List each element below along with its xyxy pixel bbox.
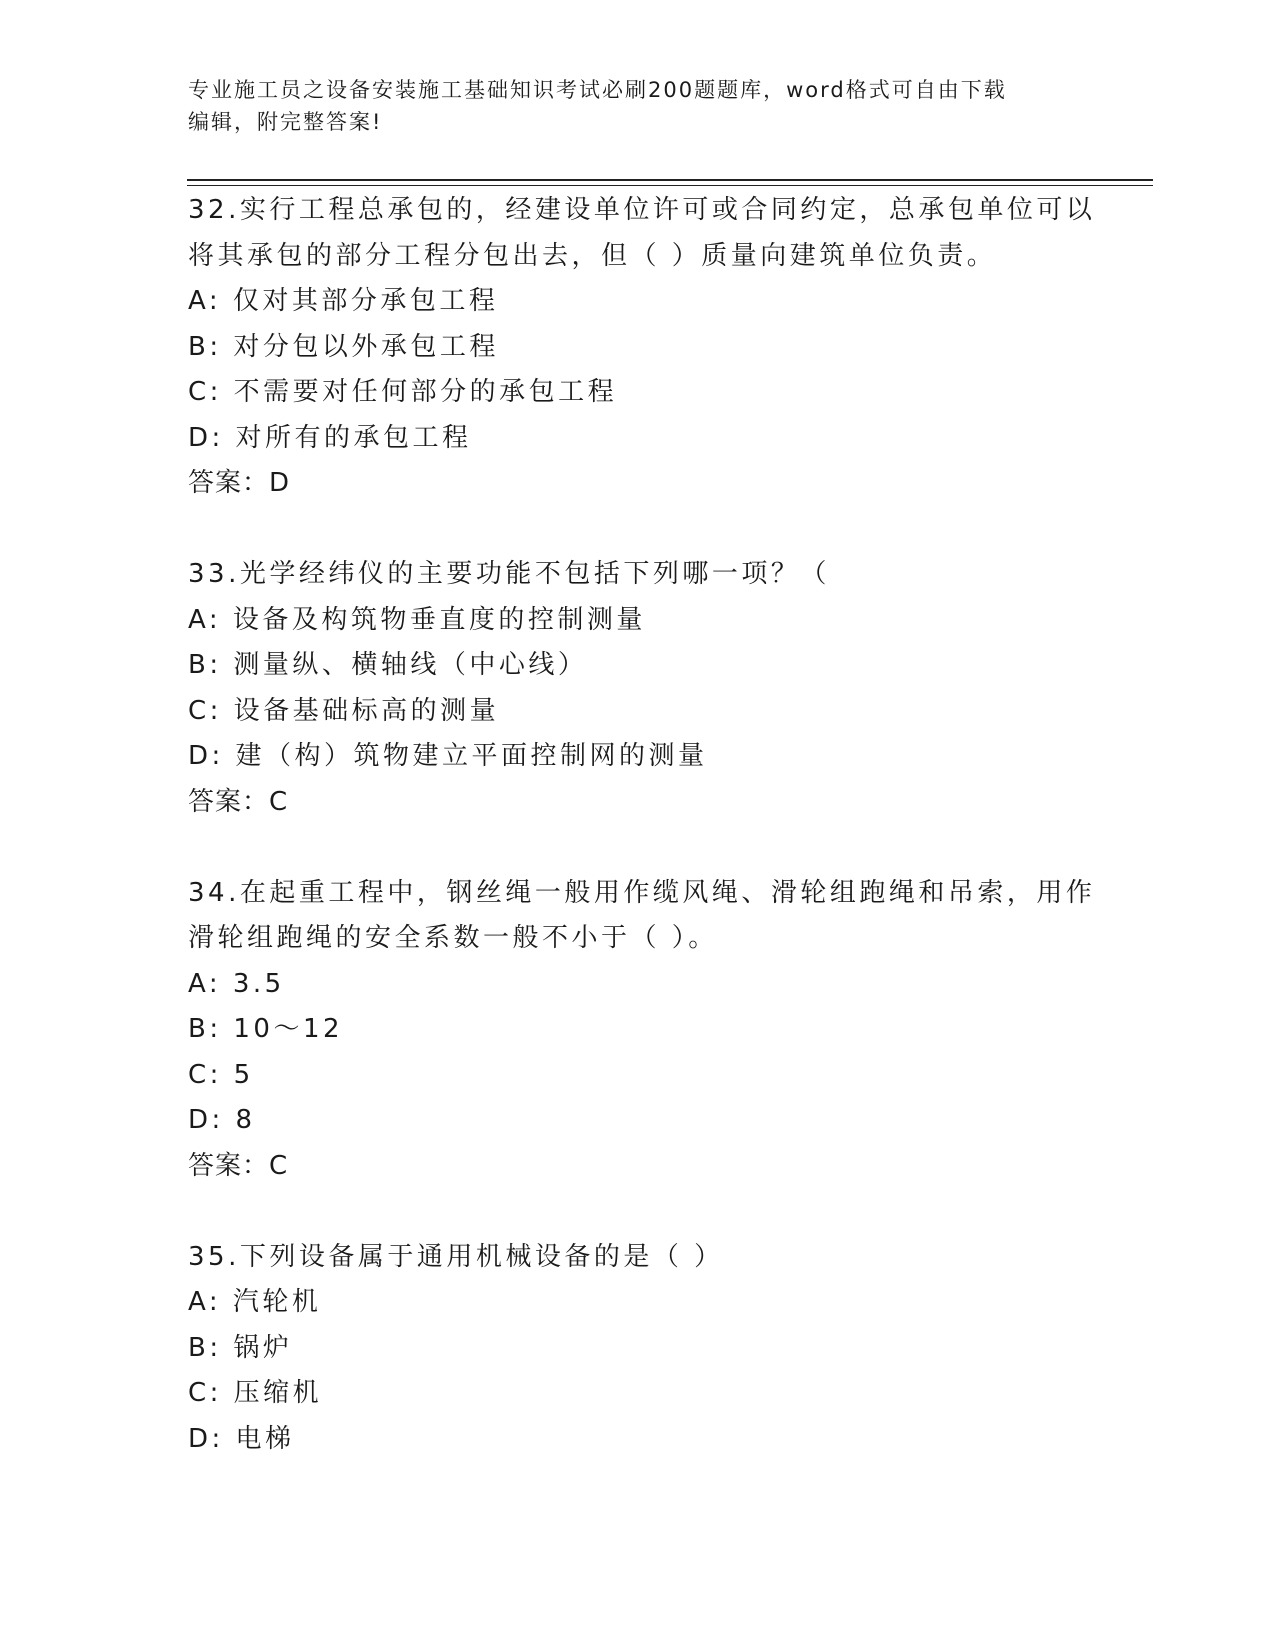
answer: 答案：D <box>188 468 291 498</box>
answer: 答案：C <box>188 1150 289 1181</box>
option-a: A: 3.5 <box>188 968 285 999</box>
option-b: B: 锅炉 <box>188 1332 293 1363</box>
question-stem: 35.下列设备属于通用机械设备的是（ ） <box>188 1241 724 1272</box>
option-a: A: 汽轮机 <box>188 1287 322 1317</box>
question-35 <box>188 1235 1088 1463</box>
header-divider-thin <box>187 185 1153 186</box>
question-stem: 将其承包的部分工程分包出去，但（ ）质量向建筑单位负责。 <box>188 240 997 271</box>
question-stem: 33.光学经纬仪的主要功能不包括下列哪一项？（ <box>188 559 830 589</box>
question-34 <box>188 871 1096 1190</box>
option-d: D: 8 <box>188 1105 256 1135</box>
option-c: C: 设备基础标高的测量 <box>188 695 500 726</box>
option-a: A: 仅对其部分承包工程 <box>188 286 499 316</box>
option-d: D: 建（构）筑物建立平面控制网的测量 <box>188 741 708 771</box>
question-32 <box>188 188 1096 507</box>
option-c: C: 不需要对任何部分的承包工程 <box>188 377 618 407</box>
option-c: C: 5 <box>188 1059 254 1090</box>
option-b: B: 测量纵、横轴线（中心线） <box>188 650 588 680</box>
answer: 答案：C <box>188 786 289 817</box>
question-stem: 滑轮组跑绳的安全系数一般不小于（ ）。 <box>188 923 718 953</box>
question-33 <box>188 552 1088 825</box>
question-stem: 32.实行工程总承包的，经建设单位许可或合同约定，总承包单位可以 <box>188 195 1096 225</box>
header-line-2: 编辑，附完整答案! <box>188 110 383 134</box>
option-b: B: 对分包以外承包工程 <box>188 331 499 362</box>
option-a: A: 设备及构筑物垂直度的控制测量 <box>188 604 646 635</box>
option-c: C: 压缩机 <box>188 1378 323 1408</box>
header-divider-thick <box>187 179 1153 181</box>
header-line-1: 专业施工员之设备安装施工基础知识考试必刷200题题库，word格式可自由下载 <box>188 78 1007 102</box>
document-header <box>188 74 1088 138</box>
option-d: D: 对所有的承包工程 <box>188 422 472 453</box>
option-d: D: 电梯 <box>188 1423 295 1454</box>
question-stem: 34.在起重工程中，钢丝绳一般用作缆风绳、滑轮组跑绳和吊索，用作 <box>188 877 1096 908</box>
question-list <box>188 188 1096 1462</box>
option-b: B: 10～12 <box>188 1014 344 1044</box>
